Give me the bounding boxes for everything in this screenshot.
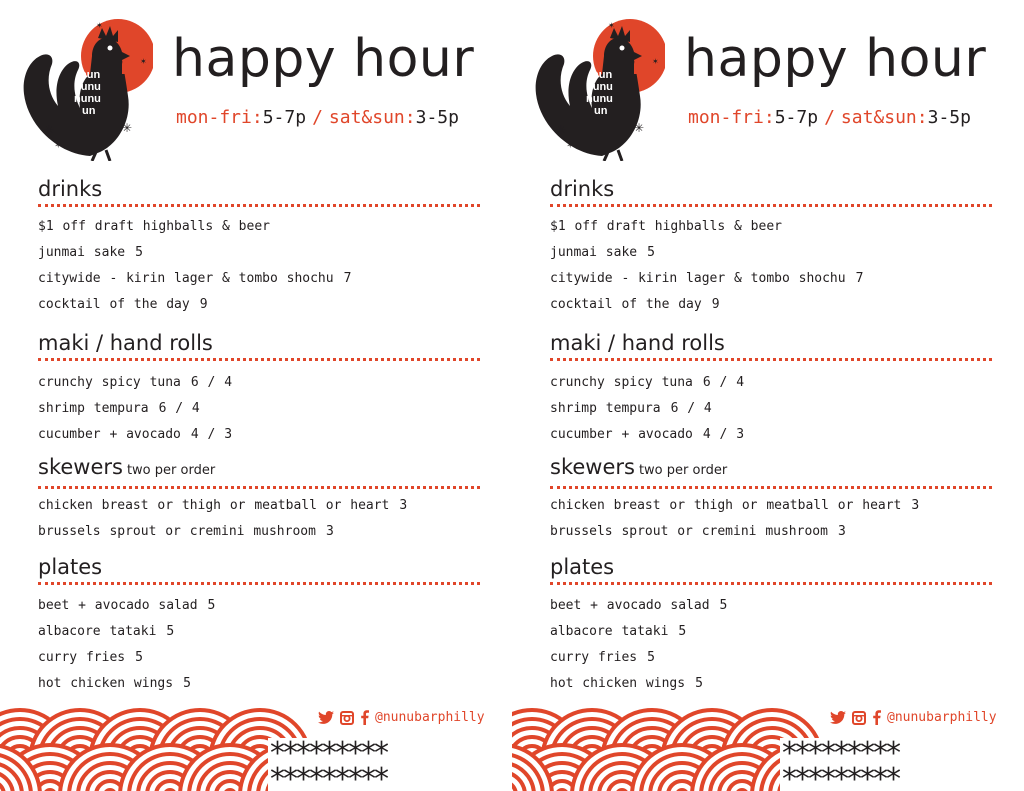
- weekday-time: 5-7p: [774, 107, 819, 128]
- facebook-icon[interactable]: [360, 710, 369, 725]
- menu-item-price: 3: [911, 498, 920, 513]
- menu-item-name: beet + avocado salad: [550, 598, 710, 613]
- star-row-2: *********: [270, 762, 387, 791]
- weekday-label: mon-fri:: [688, 107, 775, 128]
- menu-item-name: junmai sake: [38, 245, 126, 260]
- section-subtitle: two per order: [126, 463, 216, 478]
- menu-item: [38, 400, 200, 418]
- section-title: skewers: [550, 455, 635, 479]
- menu-item-price: 5: [207, 598, 216, 613]
- menu-item-name: cucumber + avocado: [550, 427, 693, 442]
- menu-item-name: hot chicken wings: [550, 676, 686, 691]
- menu-item-price: 6 / 4: [702, 375, 745, 390]
- hours-separator: /: [312, 107, 323, 128]
- twitter-icon[interactable]: [318, 711, 334, 725]
- menu-item-price: 6 / 4: [670, 401, 712, 416]
- logo-text-3: nunu: [586, 93, 613, 105]
- menu-item: [550, 597, 727, 615]
- menu-item-price: 5: [678, 624, 687, 639]
- menu-item: [550, 497, 919, 515]
- menu-item-name: citywide - kirin lager & tombo shochu: [550, 271, 846, 286]
- menu-item-price: 5: [695, 676, 703, 691]
- section-heading: [38, 330, 480, 361]
- menu-item-name: hot chicken wings: [38, 676, 174, 691]
- menu-item-name: brussels sprout or cremini mushroom: [38, 524, 316, 539]
- menu-item-name: brussels sprout or cremini mushroom: [550, 524, 828, 539]
- twitter-icon[interactable]: [830, 711, 846, 725]
- menu-item: [550, 649, 655, 667]
- star-row-1: *********: [270, 736, 387, 771]
- weekday-label: mon-fri:: [176, 107, 263, 128]
- menu-item-name: cocktail of the day: [550, 297, 702, 312]
- rooster-logo: [530, 16, 665, 161]
- menu-item: [550, 270, 863, 288]
- svg-text:✳: ✳: [556, 123, 567, 137]
- menu-item-price: 9: [711, 297, 720, 312]
- menu-item-price: 4 / 3: [702, 427, 745, 442]
- instagram-icon[interactable]: [340, 711, 354, 725]
- section-title: plates: [38, 555, 103, 579]
- menu-item-name: $1 off draft highballs & beer: [38, 219, 270, 234]
- menu-item-price: 5: [647, 650, 655, 665]
- rooster-icon: [18, 16, 153, 161]
- logo-text-4: un: [594, 105, 608, 117]
- menu-item-price: 3: [837, 524, 846, 539]
- menu-item: [550, 523, 846, 541]
- section-title: drinks: [550, 177, 615, 201]
- menu-item: [38, 218, 270, 236]
- star-decoration: [782, 736, 899, 791]
- section-title: plates: [550, 555, 615, 579]
- weekday-time: 5-7p: [262, 107, 307, 128]
- menu-item-price: 6 / 4: [158, 401, 200, 416]
- section-title: drinks: [38, 177, 103, 201]
- section-heading: [38, 454, 480, 489]
- menu-item-price: 5: [719, 598, 728, 613]
- menu-item: [38, 296, 208, 314]
- weekend-label: sat&sun:: [840, 107, 928, 128]
- section-title: skewers: [38, 455, 123, 479]
- svg-text:✶: ✶: [96, 21, 103, 30]
- menu-item: [38, 675, 191, 693]
- menu-card-right: [512, 0, 1024, 791]
- svg-text:✶: ✶: [608, 21, 615, 30]
- menu-item-price: 6 / 4: [190, 375, 233, 390]
- menu-item-name: crunchy spicy tuna: [38, 375, 181, 390]
- svg-text:✳: ✳: [122, 121, 133, 135]
- logo-text-3: nunu: [74, 93, 101, 105]
- menu-item: [38, 523, 334, 541]
- menu-item-name: citywide - kirin lager & tombo shochu: [38, 271, 334, 286]
- svg-text:✶: ✶: [54, 140, 63, 151]
- menu-item: [38, 244, 143, 262]
- svg-text:✶: ✶: [652, 57, 659, 66]
- menu-item-name: albacore tataki: [38, 624, 157, 639]
- section-heading: [550, 176, 992, 207]
- menu-item: [38, 270, 351, 288]
- menu-item-name: junmai sake: [550, 245, 638, 260]
- menu-item-price: 5: [135, 245, 143, 260]
- logo-text-2: nunu: [586, 81, 613, 93]
- svg-text:✶: ✶: [140, 57, 147, 66]
- menu-item-name: cucumber + avocado: [38, 427, 181, 442]
- social-links: [318, 710, 485, 725]
- menu-item-price: 5: [135, 650, 143, 665]
- menu-item: [38, 426, 232, 444]
- menu-item-name: $1 off draft highballs & beer: [550, 219, 782, 234]
- menu-item: [38, 649, 143, 667]
- section-heading: [550, 554, 992, 585]
- social-handle[interactable]: @nunubarphilly: [887, 710, 997, 725]
- weekend-time: 3-5p: [927, 107, 971, 128]
- section-subtitle: two per order: [638, 463, 728, 478]
- hours-separator: /: [824, 107, 835, 128]
- page-title: happy hour: [172, 29, 475, 89]
- menu-item: [550, 244, 655, 262]
- menu-item-price: 7: [855, 271, 864, 286]
- hours-line: [176, 106, 459, 130]
- menu-item-price: 5: [166, 624, 175, 639]
- section-heading: [550, 330, 992, 361]
- menu-item: [38, 623, 174, 641]
- section-title: maki / hand rolls: [550, 331, 725, 355]
- hours-line: [688, 106, 971, 130]
- menu-item-name: crunchy spicy tuna: [550, 375, 693, 390]
- star-row-1: *********: [782, 736, 899, 771]
- weekend-time: 3-5p: [415, 107, 459, 128]
- menu-item-price: 7: [343, 271, 352, 286]
- logo-text-2: nunu: [74, 81, 101, 93]
- section-heading: [38, 554, 480, 585]
- instagram-icon[interactable]: [852, 711, 866, 725]
- menu-item-name: shrimp tempura: [550, 401, 661, 416]
- menu-item-price: 5: [647, 245, 655, 260]
- menu-item: [38, 597, 215, 615]
- section-heading: [38, 176, 480, 207]
- svg-text:✳: ✳: [634, 121, 645, 135]
- menu-item-price: 3: [325, 524, 334, 539]
- svg-text:✶: ✶: [566, 140, 575, 151]
- logo-text-1: nun: [592, 69, 613, 81]
- menu-item: [38, 497, 407, 515]
- section-heading: [550, 454, 992, 489]
- star-row-2: *********: [782, 762, 899, 791]
- weekend-label: sat&sun:: [328, 107, 416, 128]
- rooster-logo: [18, 16, 153, 161]
- star-decoration: [270, 736, 387, 791]
- menu-item: [550, 400, 712, 418]
- menu-item-name: cocktail of the day: [38, 297, 190, 312]
- menu-item-price: 9: [199, 297, 208, 312]
- social-handle[interactable]: @nunubarphilly: [375, 710, 485, 725]
- logo-text-4: un: [82, 105, 96, 117]
- menu-item: [550, 623, 686, 641]
- menu-item: [550, 296, 720, 314]
- menu-item-name: shrimp tempura: [38, 401, 149, 416]
- svg-text:✳: ✳: [44, 123, 55, 137]
- menu-item: [38, 374, 232, 392]
- menu-item-name: curry fries: [38, 650, 126, 665]
- menu-item: [550, 675, 703, 693]
- facebook-icon[interactable]: [872, 710, 881, 725]
- menu-item-name: beet + avocado salad: [38, 598, 198, 613]
- menu-item: [550, 218, 782, 236]
- menu-item-name: curry fries: [550, 650, 638, 665]
- logo-text-1: nun: [80, 69, 101, 81]
- menu-item-price: 3: [399, 498, 408, 513]
- menu-item-name: chicken breast or thigh or meatball or heart: [38, 498, 390, 513]
- menu-item-name: albacore tataki: [550, 624, 669, 639]
- menu-item: [550, 374, 744, 392]
- rooster-icon: [530, 16, 665, 161]
- menu-item-price: 5: [183, 676, 191, 691]
- menu-item-price: 4 / 3: [190, 427, 233, 442]
- menu-item-name: chicken breast or thigh or meatball or heart: [550, 498, 902, 513]
- social-links: [830, 710, 997, 725]
- section-title: maki / hand rolls: [38, 331, 213, 355]
- menu-item: [550, 426, 744, 444]
- page-title: happy hour: [684, 29, 987, 89]
